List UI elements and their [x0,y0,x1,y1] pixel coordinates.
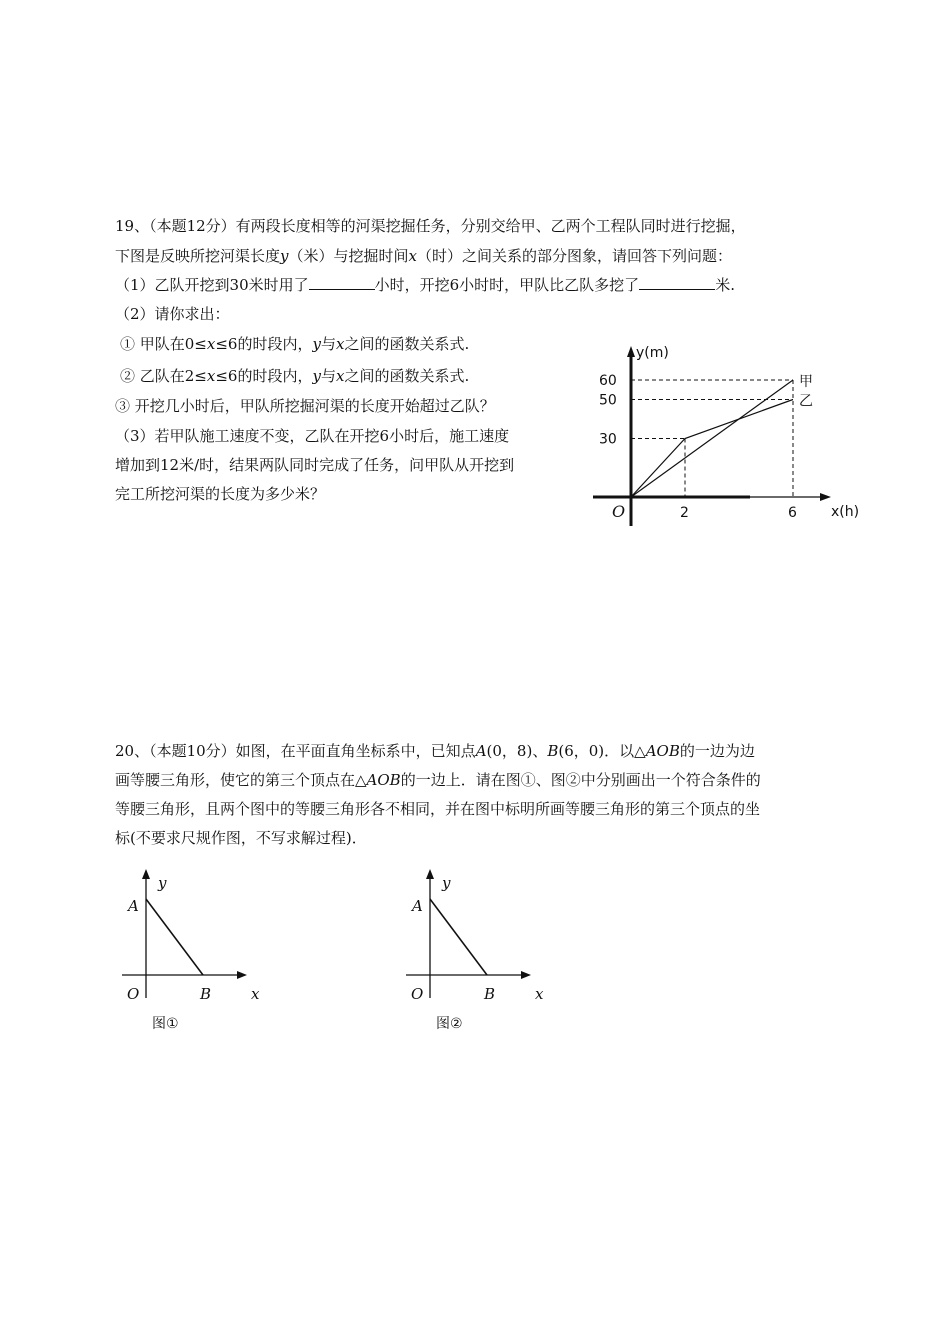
fig1-a-label: A [128,897,139,915]
answer-blank-meters[interactable] [639,275,715,290]
q19-sub1-d: 之间的函数关系式. [344,335,470,353]
q19-part3-a: （3）若甲队施工速度不变，乙队在开挖6小时后，施工速度 [115,427,510,445]
q19-part1 [115,275,735,295]
fig2-a-label: A [412,897,423,915]
fig1-x-arrow [237,971,247,979]
series-label: 乙 [799,393,813,410]
q19-part2-label: （2）请你求出： [115,305,230,323]
y-tick-label: 60 [599,373,617,389]
q19-sub3-text: ③ 开挖几小时后，甲队所挖掘河渠的长度开始超过乙队？ [115,397,495,415]
q20-l2-a: 画等腰三角形，使它的第三个顶点在△ [115,771,367,789]
q19-part3-line1 [115,426,509,446]
q19-part3-line3 [115,484,325,504]
q19-part1-c: 米. [715,276,735,294]
q20-l1-c: (6，0)．以△ [558,742,646,760]
point-b-name: B [547,742,559,760]
q19-sub2-b: ≤6的时段内， [215,367,313,385]
fig1-caption: 图① [152,1016,179,1032]
fig1-o-label: O [127,985,140,1003]
q19-line2-part-a: 下图是反映所挖河渠长度 [115,247,281,265]
var-x: x [206,367,216,385]
q19-part3-c: 完工所挖河渠的长度为多少米？ [115,485,326,503]
q20-l4: 标(不要求尺规作图，不写求解过程)． [115,829,367,847]
fig1-b-label: B [200,985,212,1003]
fig2-y-label: y [442,874,451,892]
y-tick-label: 50 [599,392,617,409]
q19-part3-line2 [115,455,514,475]
q20-l1-d: 的一边为边 [679,742,755,760]
var-x: x [408,247,417,265]
q19-part2-heading [115,304,230,324]
fig2-x-label: x [535,985,544,1003]
y-axis-arrow [627,346,635,357]
q19-line-1 [115,216,746,236]
var-y: y [312,367,321,385]
series-line-yi [631,400,793,498]
q19-line-chart [585,340,875,535]
y-tick-label: 30 [599,431,617,448]
var-y: y [280,247,289,265]
fig1-segment-ab [146,899,203,975]
q19-line2-part-b: （米）与挖掘时间 [288,247,409,265]
q19-sub2-d: 之间的函数关系式. [344,367,470,385]
fig2-caption: 图② [436,1016,463,1032]
q20-line-2 [115,770,761,790]
q19-line-2 [115,246,732,266]
q20-line-1 [115,741,755,761]
fig2-b-label: B [484,985,496,1003]
q20-l1-b: (0，8)、 [486,742,548,760]
fig2-x-arrow [521,971,531,979]
x-axis-label: x(h) [831,504,860,520]
q19-sub1-a: ① 甲队在0≤ [120,335,207,353]
fig1-y-label: y [158,874,167,892]
answer-blank-hours[interactable] [309,275,375,290]
origin-label: O [612,502,626,521]
fig2-segment-ab [430,899,487,975]
point-a-name: A [475,742,487,760]
q19-head: 19、（本题12分）有两段长度相等的河渠挖掘任务，分别交给甲、乙两个工程队同时进行挖掘， [115,217,746,235]
q20-line-3 [115,799,760,819]
q20-l2-b: 的一边上．请在图①、图②中分别画出一个符合条件的 [400,771,761,789]
x-tick-label: 6 [788,505,797,521]
q19-sub1 [120,334,469,354]
fig2-y-arrow [426,869,434,879]
var-x: x [335,367,345,385]
fig2-o-label: O [411,985,424,1003]
x-tick-label: 2 [680,505,689,521]
fig1-y-arrow [142,869,150,879]
q20-line-4 [115,828,367,848]
q20-l3: 等腰三角形，且两个图中的等腰三角形各不相同，并在图中标明所画等腰三角形的第三个顶点的坐 [115,800,761,818]
q19-sub2-c: 与 [320,367,336,385]
var-x: x [335,335,345,353]
fig1-x-label: x [251,985,260,1003]
var-y: y [312,335,321,353]
series-label: 甲 [799,374,813,390]
var-x: x [206,335,216,353]
q19-line2-part-c: （时）之间关系的部分图象，请回答下列问题： [416,247,732,265]
triangle-name: AOB [366,771,401,789]
q19-sub3 [115,396,495,416]
q19-sub2-a: ② 乙队在2≤ [120,367,207,385]
q19-sub2 [120,366,469,386]
y-axis-label: y(m) [636,345,669,361]
triangle-name: AOB [645,742,680,760]
x-axis-arrow [820,493,831,501]
q19-sub1-c: 与 [320,335,336,353]
figure-1 [110,860,280,1040]
q19-part3-b: 增加到12米/时，结果两队同时完成了任务，问甲队从开挖到 [115,456,515,474]
q19-part1-a: （1）乙队开挖到30米时用了 [115,276,309,294]
q19-part1-b: 小时，开挖6小时时，甲队比乙队多挖了 [374,276,640,294]
figure-2 [394,860,564,1040]
q20-l1-a: 20、（本题10分）如图，在平面直角坐标系中，已知点 [115,742,476,760]
q19-sub1-b: ≤6的时段内， [215,335,313,353]
